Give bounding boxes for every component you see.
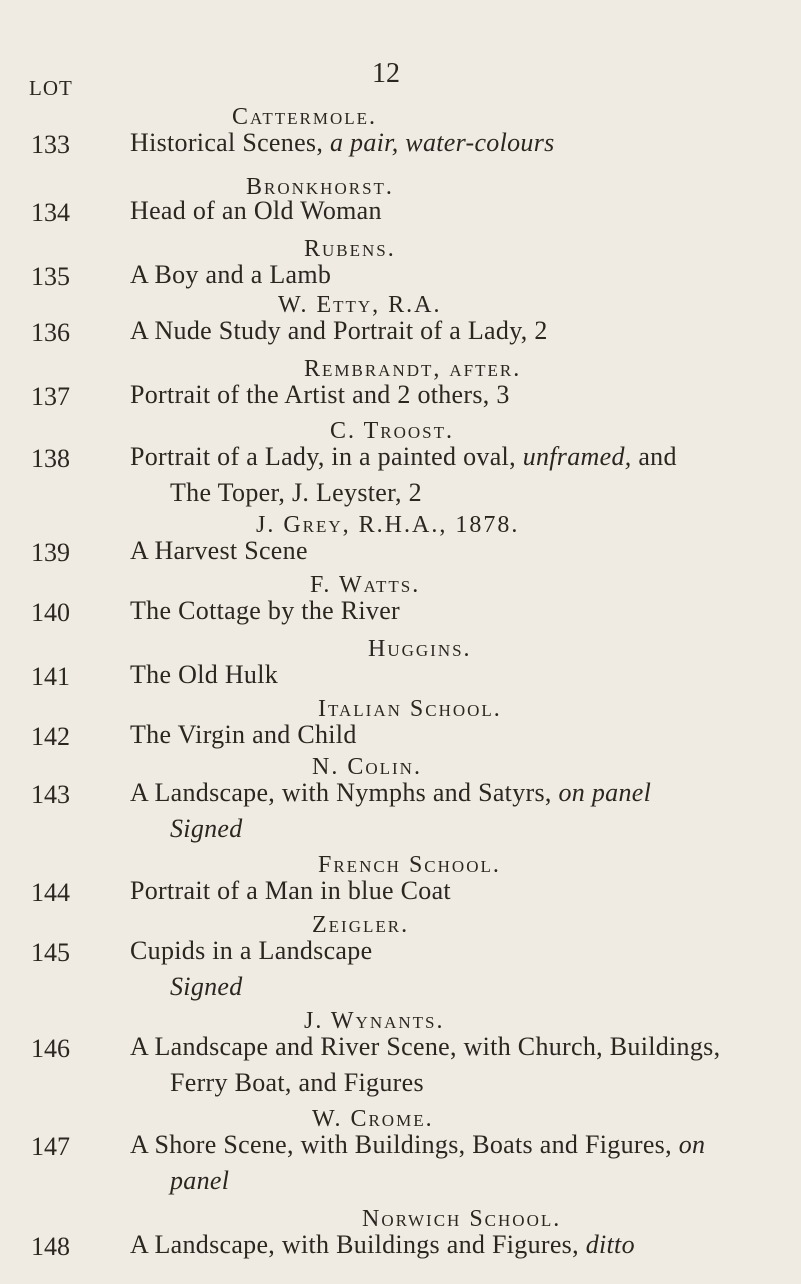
- signed-note: Signed: [170, 814, 243, 843]
- lot-number: 143: [31, 780, 70, 809]
- artist-heading: Italian School.: [318, 696, 502, 722]
- lot-description-continued: Ferry Boat, and Figures: [170, 1068, 424, 1097]
- lot-number: 145: [31, 938, 70, 967]
- lot-title: A Boy and a Lamb: [130, 260, 332, 289]
- lot-title-italic: ditto: [585, 1230, 635, 1259]
- page-number: 12: [372, 58, 400, 89]
- lot-column-header: LOT: [29, 76, 73, 100]
- artist-heading: Norwich School.: [362, 1206, 562, 1232]
- lot-number: 139: [31, 538, 70, 567]
- lot-number: 141: [31, 662, 70, 691]
- artist-heading: N. Colin.: [312, 754, 422, 780]
- artist-heading: J. Grey, R.H.A., 1878.: [256, 512, 520, 538]
- lot-title: A Harvest Scene: [130, 536, 308, 565]
- lot-title: The Virgin and Child: [130, 720, 357, 749]
- panel-note: panel: [170, 1166, 230, 1195]
- lot-description: [130, 316, 548, 346]
- lot-title-italic: on: [678, 1130, 706, 1159]
- lot-title: A Landscape, with Buildings and Figures,: [130, 1230, 586, 1259]
- lot-title-tail: and: [631, 442, 677, 471]
- artist-heading: C. Troost.: [330, 418, 454, 444]
- lot-title: A Nude Study and Portrait of a Lady, 2: [130, 316, 548, 345]
- lot-number: 136: [31, 318, 70, 347]
- lot-description: [130, 720, 357, 750]
- signed-note: Signed: [170, 972, 243, 1001]
- lot-title: The Cottage by the River: [130, 596, 401, 625]
- artist-heading: Bronkhorst.: [246, 174, 394, 200]
- lot-number: 140: [31, 598, 70, 627]
- lot-description-continued: The Toper, J. Leyster, 2: [170, 478, 422, 507]
- lot-number: 147: [31, 1132, 70, 1161]
- artist-heading: French School.: [318, 852, 501, 878]
- lot-title: Portrait of a Lady, in a painted oval,: [130, 442, 523, 471]
- lot-number: 148: [31, 1232, 70, 1261]
- lot-description: [130, 260, 331, 290]
- lot-title: A Landscape, with Nymphs and Satyrs,: [130, 778, 559, 807]
- lot-description: [130, 778, 651, 808]
- lot-description: [130, 876, 451, 906]
- artist-heading: W. Crome.: [312, 1106, 434, 1132]
- artist-heading: Rembrandt, after.: [304, 356, 522, 382]
- lot-description: [130, 442, 677, 472]
- lot-title-italic: on panel: [558, 778, 652, 807]
- artist-heading: W. Etty, R.A.: [278, 292, 442, 318]
- lot-number: 142: [31, 722, 70, 751]
- lot-description: [130, 660, 278, 690]
- lot-description: [130, 196, 382, 226]
- lot-description: [130, 1130, 705, 1160]
- lot-description: [130, 1032, 720, 1062]
- lot-description: [130, 936, 372, 966]
- lot-title-italic: unframed,: [522, 442, 632, 471]
- lot-title: Portrait of a Man in blue Coat: [130, 876, 451, 905]
- artist-heading: Huggins.: [368, 636, 472, 662]
- lot-title-italic: a pair, water-colours: [329, 128, 555, 157]
- lot-description: [130, 536, 308, 566]
- lot-title: Portrait of the Artist and 2 others, 3: [130, 380, 510, 409]
- lot-title: A Shore Scene, with Buildings, Boats and Figures,: [130, 1130, 679, 1159]
- lot-description: [130, 596, 400, 626]
- artist-heading: J. Wynants.: [304, 1008, 445, 1034]
- lot-number: 146: [31, 1034, 70, 1063]
- lot-number: 144: [31, 878, 70, 907]
- artist-heading: F. Watts.: [310, 572, 421, 598]
- lot-title: A Landscape and River Scene, with Church, Buildings,: [130, 1032, 721, 1061]
- lot-title: The Old Hulk: [130, 660, 279, 689]
- lot-description: [130, 380, 510, 410]
- artist-heading: Cattermole.: [232, 104, 378, 130]
- artist-heading: Zeigler.: [312, 912, 410, 938]
- lot-number: 138: [31, 444, 70, 473]
- lot-number: 135: [31, 262, 70, 291]
- lot-description: [130, 1230, 635, 1260]
- lot-title: Cupids in a Landscape: [130, 936, 373, 965]
- lot-title: Historical Scenes,: [130, 128, 330, 157]
- lot-number: 137: [31, 382, 70, 411]
- lot-number: 134: [31, 198, 70, 227]
- lot-description: [130, 128, 555, 158]
- lot-number: 133: [31, 130, 70, 159]
- lot-title: Head of an Old Woman: [130, 196, 382, 225]
- artist-heading: Rubens.: [304, 236, 396, 262]
